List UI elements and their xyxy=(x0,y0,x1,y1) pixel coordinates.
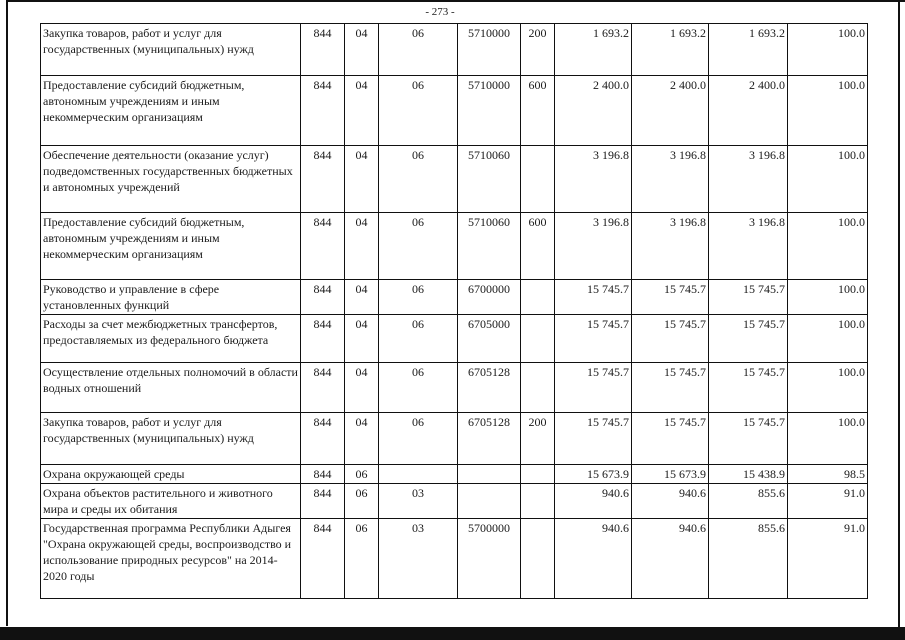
cell-vr xyxy=(521,146,555,213)
cell-refined-plan: 940.6 xyxy=(632,519,709,599)
cell-rz: 04 xyxy=(345,213,379,280)
cell-rz: 04 xyxy=(345,413,379,465)
cell-ved: 844 xyxy=(301,146,345,213)
cell-csr: 5710060 xyxy=(458,146,521,213)
cell-plan: 3 196.8 xyxy=(555,213,632,280)
cell-execution: 15 745.7 xyxy=(709,315,788,363)
table-row xyxy=(41,413,868,465)
page-border-top xyxy=(6,0,905,2)
cell-pr: 06 xyxy=(379,76,458,146)
cell-rz: 04 xyxy=(345,76,379,146)
page-border-bottom xyxy=(0,627,905,640)
cell-refined-plan: 1 693.2 xyxy=(632,24,709,76)
cell-vr: 200 xyxy=(521,24,555,76)
cell-vr: 200 xyxy=(521,413,555,465)
cell-ved: 844 xyxy=(301,315,345,363)
cell-csr: 5710000 xyxy=(458,76,521,146)
cell-refined-plan: 15 745.7 xyxy=(632,413,709,465)
cell-csr xyxy=(458,484,521,519)
cell-rz: 06 xyxy=(345,519,379,599)
cell-refined-plan: 15 745.7 xyxy=(632,363,709,413)
cell-csr: 5700000 xyxy=(458,519,521,599)
cell-ved: 844 xyxy=(301,280,345,315)
cell-plan: 15 673.9 xyxy=(555,465,632,484)
cell-execution: 15 745.7 xyxy=(709,413,788,465)
cell-plan: 3 196.8 xyxy=(555,146,632,213)
cell-ved: 844 xyxy=(301,363,345,413)
cell-percent: 100.0 xyxy=(788,146,868,213)
cell-refined-plan: 940.6 xyxy=(632,484,709,519)
cell-name: Руководство и управление в сфере установленных функций xyxy=(41,280,301,315)
cell-ved: 844 xyxy=(301,465,345,484)
cell-pr: 06 xyxy=(379,146,458,213)
cell-refined-plan: 3 196.8 xyxy=(632,213,709,280)
cell-name: Обеспечение деятельности (оказание услуг) подведомственных государственных бюджетных и автономных учреждений xyxy=(41,146,301,213)
cell-execution: 15 745.7 xyxy=(709,363,788,413)
cell-csr: 6700000 xyxy=(458,280,521,315)
cell-plan: 2 400.0 xyxy=(555,76,632,146)
cell-name: Закупка товаров, работ и услуг для государственных (муниципальных) нужд xyxy=(41,413,301,465)
cell-plan: 15 745.7 xyxy=(555,315,632,363)
cell-pr xyxy=(379,465,458,484)
cell-pr: 06 xyxy=(379,24,458,76)
cell-percent: 100.0 xyxy=(788,24,868,76)
cell-pr: 03 xyxy=(379,484,458,519)
cell-csr xyxy=(458,465,521,484)
cell-execution: 3 196.8 xyxy=(709,213,788,280)
cell-rz: 06 xyxy=(345,465,379,484)
cell-pr: 06 xyxy=(379,280,458,315)
cell-name: Предоставление субсидий бюджетным, автономным учреждениям и иным некоммерческим организациям xyxy=(41,213,301,280)
cell-name: Охрана окружающей среды xyxy=(41,465,301,484)
cell-execution: 15 745.7 xyxy=(709,280,788,315)
table-row xyxy=(41,280,868,315)
cell-vr xyxy=(521,280,555,315)
cell-rz: 04 xyxy=(345,315,379,363)
cell-csr: 6705128 xyxy=(458,363,521,413)
table-row xyxy=(41,315,868,363)
cell-execution: 855.6 xyxy=(709,519,788,599)
cell-name: Государственная программа Республики Адыгея "Охрана окружающей среды, воспроизводство и использование природных ресурсов" на 2014-2020 годы xyxy=(41,519,301,599)
cell-percent: 100.0 xyxy=(788,413,868,465)
cell-name: Охрана объектов растительного и животного мира и среды их обитания xyxy=(41,484,301,519)
cell-ved: 844 xyxy=(301,76,345,146)
cell-refined-plan: 3 196.8 xyxy=(632,146,709,213)
cell-rz: 04 xyxy=(345,363,379,413)
table-row xyxy=(41,24,868,76)
table-row xyxy=(41,519,868,599)
cell-pr: 06 xyxy=(379,213,458,280)
cell-plan: 15 745.7 xyxy=(555,363,632,413)
cell-execution: 15 438.9 xyxy=(709,465,788,484)
cell-csr: 5710060 xyxy=(458,213,521,280)
cell-refined-plan: 15 745.7 xyxy=(632,315,709,363)
cell-plan: 15 745.7 xyxy=(555,413,632,465)
cell-ved: 844 xyxy=(301,413,345,465)
cell-csr: 5710000 xyxy=(458,24,521,76)
cell-execution: 1 693.2 xyxy=(709,24,788,76)
cell-pr: 06 xyxy=(379,315,458,363)
cell-refined-plan: 15 745.7 xyxy=(632,280,709,315)
cell-plan: 1 693.2 xyxy=(555,24,632,76)
page-border-right xyxy=(898,0,900,628)
cell-pr: 03 xyxy=(379,519,458,599)
page-border-left xyxy=(6,0,8,626)
cell-vr xyxy=(521,363,555,413)
table-row xyxy=(41,146,868,213)
cell-ved: 844 xyxy=(301,519,345,599)
cell-ved: 844 xyxy=(301,24,345,76)
cell-vr xyxy=(521,465,555,484)
cell-percent: 100.0 xyxy=(788,213,868,280)
cell-vr xyxy=(521,484,555,519)
cell-vr: 600 xyxy=(521,76,555,146)
cell-percent: 100.0 xyxy=(788,76,868,146)
cell-csr: 6705128 xyxy=(458,413,521,465)
cell-vr xyxy=(521,519,555,599)
cell-execution: 855.6 xyxy=(709,484,788,519)
cell-percent: 100.0 xyxy=(788,363,868,413)
cell-pr: 06 xyxy=(379,413,458,465)
cell-name: Предоставление субсидий бюджетным, автономным учреждениям и иным некоммерческим организациям xyxy=(41,76,301,146)
table-row xyxy=(41,465,868,484)
cell-rz: 06 xyxy=(345,484,379,519)
cell-plan: 940.6 xyxy=(555,484,632,519)
cell-rz: 04 xyxy=(345,146,379,213)
cell-percent: 98.5 xyxy=(788,465,868,484)
cell-percent: 100.0 xyxy=(788,280,868,315)
cell-vr: 600 xyxy=(521,213,555,280)
table-row xyxy=(41,213,868,280)
cell-execution: 3 196.8 xyxy=(709,146,788,213)
cell-percent: 91.0 xyxy=(788,484,868,519)
cell-percent: 91.0 xyxy=(788,519,868,599)
table-row xyxy=(41,484,868,519)
cell-name: Осуществление отдельных полномочий в области водных отношений xyxy=(41,363,301,413)
cell-ved: 844 xyxy=(301,484,345,519)
cell-vr xyxy=(521,315,555,363)
cell-percent: 100.0 xyxy=(788,315,868,363)
cell-refined-plan: 15 673.9 xyxy=(632,465,709,484)
table-row xyxy=(41,76,868,146)
cell-ved: 844 xyxy=(301,213,345,280)
cell-refined-plan: 2 400.0 xyxy=(632,76,709,146)
cell-plan: 15 745.7 xyxy=(555,280,632,315)
cell-name: Расходы за счет межбюджетных трансфертов, предоставляемых из федерального бюджета xyxy=(41,315,301,363)
cell-pr: 06 xyxy=(379,363,458,413)
cell-csr: 6705000 xyxy=(458,315,521,363)
cell-execution: 2 400.0 xyxy=(709,76,788,146)
cell-rz: 04 xyxy=(345,280,379,315)
table-row xyxy=(41,363,868,413)
budget-table xyxy=(40,23,868,599)
cell-rz: 04 xyxy=(345,24,379,76)
page-number: - 273 - xyxy=(425,6,455,18)
cell-plan: 940.6 xyxy=(555,519,632,599)
cell-name: Закупка товаров, работ и услуг для государственных (муниципальных) нужд xyxy=(41,24,301,76)
